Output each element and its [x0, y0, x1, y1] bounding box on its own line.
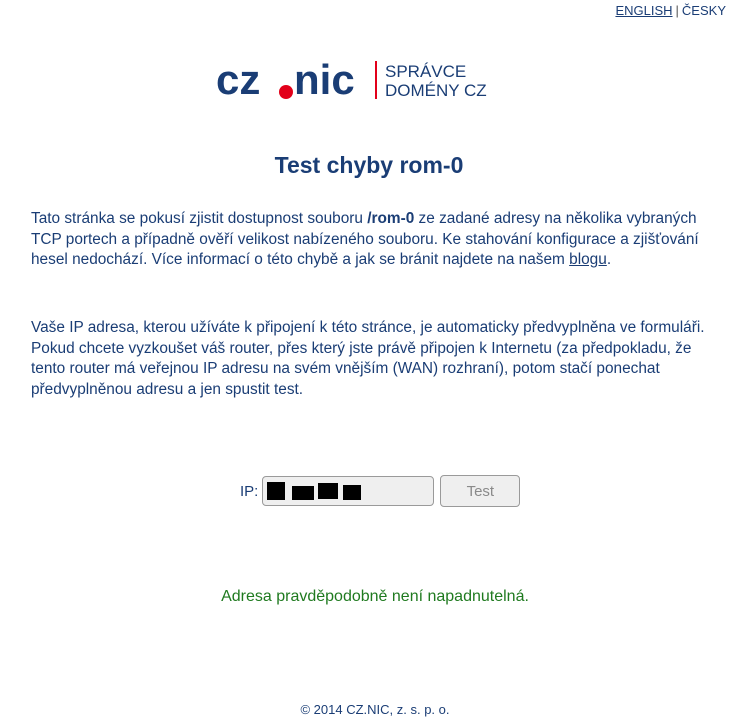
logo-tagline-1: SPRÁVCE — [385, 62, 467, 81]
redaction-block — [267, 482, 285, 500]
cznic-logo — [216, 56, 516, 104]
test-button[interactable]: Test — [440, 475, 520, 507]
test-result-message: Adresa pravděpodobně není napadnutelná. — [221, 588, 529, 605]
intro-text-3: . — [606, 251, 612, 268]
intro-text-1: Tato stránka se pokusí zjistit dostupnost souboru — [31, 210, 368, 227]
logo-nic-text: nic — [294, 56, 355, 103]
logo-cz-text: cz — [216, 56, 261, 103]
ip-form — [240, 475, 520, 507]
intro-text-2: ze zadané adresy na několika vybraných TCP portech a případně ověří velikost nabízeného souboru. Ke stahování konfigurace a zjišťování hesel nedochází. Více informací o této chybě a jak se bránit najdete na našem — [31, 210, 699, 268]
ip-input[interactable] — [262, 476, 434, 506]
lang-english-link[interactable]: ENGLISH — [615, 3, 673, 18]
lang-czech-current: ČESKY — [681, 3, 726, 18]
intro-filename: /rom-0 — [367, 210, 415, 227]
lang-separator: | — [675, 3, 679, 18]
redaction-block — [318, 483, 338, 499]
logo-dot — [279, 85, 293, 99]
info-paragraph: Vaše IP adresa, kterou užíváte k připojení k této stránce, je automaticky předvyplněna ve formuláři. Pokud chcete vyzkoušet váš router, přes který jste právě připojen k Internetu (za předpokladu, že tento router má veřejnou IP adresu na svém vnějším (WAN) rozhraní), potom stačí ponechat předvyplněnou adresu a jen spustit test. — [31, 319, 705, 398]
page-title: Test chyby rom-0 — [274, 152, 464, 178]
redaction-block — [343, 485, 361, 500]
ip-label: IP: — [240, 482, 259, 500]
logo-tagline-2: DOMÉNY CZ — [385, 81, 487, 100]
intro-paragraph — [31, 209, 721, 271]
logo-divider — [375, 61, 377, 99]
blog-link[interactable]: blogu — [569, 251, 607, 268]
redaction-block — [292, 486, 314, 500]
language-switcher — [615, 3, 726, 18]
footer-copyright: © 2014 CZ.NIC, z. s. p. o. — [300, 702, 450, 717]
